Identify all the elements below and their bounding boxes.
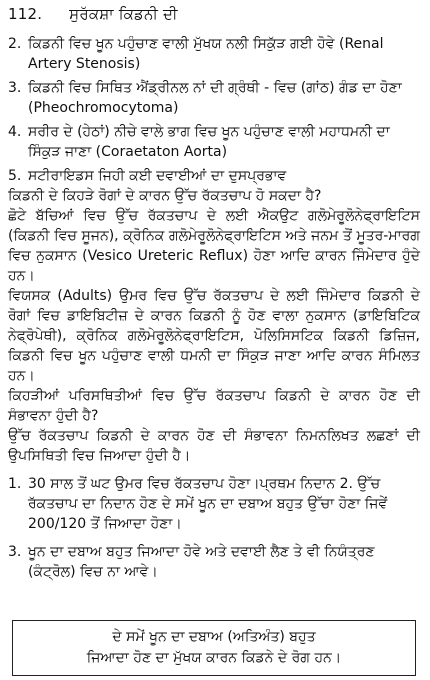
list-item-number: 4. xyxy=(8,124,22,140)
highlight-line-1: ਦੇ ਸਮੇਂ ਖੂਨ ਦਾ ਦਬਾਅ (ਅਤਿਅੰਤ) ਬਹੁਤ xyxy=(112,629,316,645)
list-item xyxy=(8,542,420,582)
question-heading: ਕਿਡਨੀ ਦੇ ਕਿਹੜੇ ਰੋਗਾਂ ਦੇ ਕਾਰਨ ਉੱਚ ਰੱਕਤਚਾਪ ਹੋ ਸਕਦਾ ਹੈ? xyxy=(8,188,322,204)
paragraph: ਛੋਟੇ ਬੱਚਿਆਂ ਵਿਚ ਉੱਚ ਰੱਕਤਚਾਪ ਦੇ ਲਈ ਐਕਉਟ ਗਲੋਮੇਰੂਲੋਨੇਫ੍ਰਾਇਟਿਸ (ਕਿਡਨੀ ਵਿਚ ਸੂਜਨ), ਕ੍ਰੋਨਿਕ ਗਲੋਮੇਰੂਲੋਨੇਫ੍ਰਾਇਟਿਸ ਅਤੇ ਜਨਮ ਤੋਂ ਮੂਤਰ-ਮਾਰਗ ਵਿਚ ਨੁਕਸਾਨ (Vesico Ureteric Reflux) ਹੋਣਾ ਆਦਿ ਕਾਰਨ ਜਿੰਮੇਦਾਰ ਹੁੰਦੇ ਹਨ। xyxy=(8,208,420,284)
highlight-box xyxy=(12,620,416,676)
list-item xyxy=(8,122,420,162)
list-item-number: 5. xyxy=(8,168,22,184)
list-item-text: ਖੂਨ ਦਾ ਦਬਾਅ ਬਹੁਤ ਜਿਆਦਾ ਹੋਵੇ ਅਤੇ ਦਵਾਈ ਲੈਣ ਤੇ ਵੀ ਨਿਯੰਤ੍ਰਣ (ਕੰਟ੍ਰੋਲ) ਵਿਚ ਨਾ ਆਵੇ। xyxy=(28,544,375,580)
list-item-number: 1. xyxy=(8,476,22,492)
page-header xyxy=(8,4,420,30)
list-item-text: ਕਿਡਨੀ ਵਿਚ ਸਿਥਿਤ ਐਂਡ੍ਰੀਨਲ ਨਾਂ ਦੀ ਗ੍ਰੰਥੀ - ਵਿਚ (ਗਾਂਠ) ਗੰਡ ਦਾ ਹੋਣਾ (Pheochromocytoma) xyxy=(28,80,402,116)
list-item xyxy=(8,474,420,534)
paragraph: ਵਿਯਸਕ (Adults) ਉਮਰ ਵਿਚ ਉੱਚ ਰੱਕਤਚਾਪ ਦੇ ਲਈ ਜਿੰਮੇਦਾਰ ਕਿਡਨੀ ਦੇ ਰੋਗਾਂ ਵਿਚ ਡਾਇਬਿਟੀਜ਼ ਦੇ ਕਾਰਨ ਕਿਡਨੀ ਨੂੰ ਹੋਣ ਵਾਲਾ ਨੁਕਸਾਨ (ਡਾਇਬਿਟਿਕ ਨੇਫ੍ਰੋਪੇਥੀ), ਕ੍ਰੋਨਿਕ ਗਲੋਮੇਰੂਲੋਨੇਫ੍ਰਾਇਟਿਸ, ਪੋਲਿਸਿਸਟਿਕ ਕਿਡਨੀ ਡਿਜ਼ਿਜ, ਕਿਡਨੀ ਵਿਚ ਖੂਨ ਪਹੁੰਚਾਣ ਵਾਲੀ ਧਮਨੀ ਦਾ ਸਿੰਕੁੜ ਜਾਣਾ ਆਦਿ ਕਾਰਨ ਸੰਮਿਲਤ ਹਨ। xyxy=(8,288,420,384)
list-item-text: ਕਿਡਨੀ ਵਿਚ ਖੂਨ ਪਹੁੰਚਾਣ ਵਾਲੀ ਮੁੱਖਯ ਨਲੀ ਸਿਕੁੱੜ ਗਈ ਹੋਵੇ (Renal Artery Stenosis) xyxy=(28,36,384,72)
list-item-text: 30 ਸਾਲ ਤੋਂ ਘਟ ਉਮਰ ਵਿਚ ਰੱਕਤਚਾਪ ਹੋਣਾ।ਪ੍ਰਥਮ ਨਿਦਾਨ 2. ਉੱਚ ਰੱਕਤਚਾਪ ਦਾ ਨਿਦਾਨ ਹੋਣ ਦੇ ਸਮੇਂ ਖੂਨ ਦਾ ਦਬਾਅ ਬਹੁਤ ਉੱਚਾ ਹੋਣਾ ਜਿਵੇਂ 200/120 ਤੋਂ ਜਿਆਦਾ ਹੋਣਾ। xyxy=(28,476,388,532)
conditions-list xyxy=(8,474,420,582)
page-number: 112. xyxy=(8,5,43,23)
book-title: ਸੁਰੱਕਸ਼ਾ ਕਿਡਨੀ ਦੀ xyxy=(69,5,178,23)
list-item-text: ਸਰੀਰ ਦੇ (ਹੇਠਾਂ) ਨੀਚੇ ਵਾਲੇ ਭਾਗ ਵਿਚ ਖੂਨ ਪਹੁੰਚਾਣ ਵਾਲੀ ਮਹਾਧਮਨੀ ਦਾ ਸਿੰਕੁੜ ਜਾਣਾ (Coraetaton Aorta) xyxy=(28,124,390,160)
paragraph: ਉੱਚ ਰੱਕਤਚਾਪ ਕਿਡਨੀ ਦੇ ਕਾਰਨ ਹੋਣ ਦੀ ਸੰਭਾਵਨਾ ਨਿਮਨਲਿਖਤ ਲਛਣਾਂ ਦੀ ਉਪਸਿਥਿਤੀ ਵਿਚ ਜਿਆਦਾ ਹੁੰਦੀ ਹੈ। xyxy=(8,428,420,464)
highlight-line-2: ਜਿਆਦਾ ਹੋਣ ਦਾ ਮੁੱਖਯ ਕਾਰਨ ਕਿਡਨੇ ਦੇ ਰੋਗ ਹਨ। xyxy=(86,650,342,666)
question-heading: ਕਿਹੜੀਆਂ ਪਰਿਸਥਿਤੀਆਂ ਵਿਚ ਉੱਚ ਰੱਕਤਚਾਪ ਕਿਡਨੀ ਦੇ ਕਾਰਨ ਹੋਣ ਦੀ ਸੰਭਾਵਨਾ ਹੁੰਦੀ ਹੈ? xyxy=(8,388,420,424)
causes-list xyxy=(8,34,420,186)
list-item-number: 3. xyxy=(8,80,22,96)
list-item xyxy=(8,34,420,74)
list-item-number: 3. xyxy=(8,544,22,560)
list-item xyxy=(8,166,420,186)
list-item-number: 2. xyxy=(8,36,22,52)
list-item xyxy=(8,78,420,118)
list-item-text: ਸਟੀਰਾਇਡਸ ਜਿਹੀ ਕਈ ਦਵਾਈਆਂ ਦਾ ਦੁਸਪ੍ਰਭਾਵ xyxy=(28,168,287,184)
